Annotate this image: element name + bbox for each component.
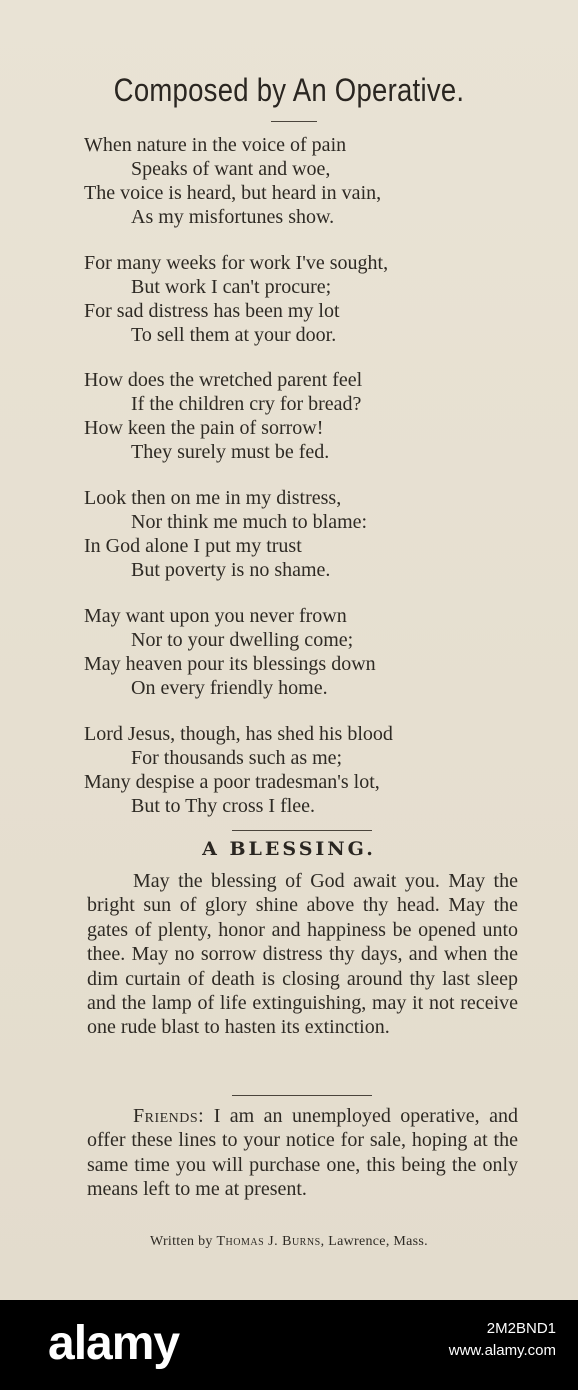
verse-line: The voice is heard, but heard in vain, — [84, 182, 382, 204]
verse-line: May heaven pour its blessings down — [84, 653, 376, 675]
verse-line: They surely must be fed. — [131, 441, 330, 463]
image-id: 2M2BND1 — [486, 1320, 556, 1337]
appeal-lead: Friends: — [133, 1105, 205, 1127]
verse-line: For thousands such as me; — [131, 747, 343, 769]
blessing-paragraph: May the blessing of God await you. May the bright sun of glory shine above thy head. May the gates of plenty, honor and happiness be opened unto thee. May no sorrow distress thy days, and when the dim curtain of death is closing around thy last sleep and the lamp of life extinguishing, may it not receive one rude blast to hasten its extinction. — [87, 870, 518, 1039]
author-credit: Written by Thomas J. Burns, Lawrence, Mass. — [150, 1234, 428, 1249]
image-reference — [449, 1318, 556, 1362]
blessing-heading: A BLESSING. — [202, 838, 376, 860]
verse-line: For many weeks for work I've sought, — [84, 252, 389, 274]
alamy-logo: alamy — [48, 1317, 180, 1370]
verse-line: On every friendly home. — [131, 677, 328, 699]
stanza — [84, 722, 538, 818]
appeal-paragraph — [87, 1104, 518, 1202]
verse-line: How keen the pain of sorrow! — [84, 417, 324, 439]
verse-line: Speaks of want and woe, — [131, 158, 331, 180]
verse-line: Look then on me in my distress, — [84, 487, 342, 509]
appeal-text: I am an unemployed operative, and offer these lines to your notice for sale, hoping at the same time you will purchase one, this being the only means left to me at present. — [87, 1105, 518, 1201]
site-link[interactable]: www.alamy.com — [448, 1342, 556, 1359]
section-divider — [232, 1095, 372, 1096]
poem-title: Composed by An Operative. — [113, 72, 465, 108]
verse-line: May want upon you never frown — [84, 605, 347, 627]
verse-line: When nature in the voice of pain — [84, 134, 347, 156]
verse-line: As my misfortunes show. — [131, 206, 335, 228]
verse-line: Many despise a poor tradesman's lot, — [84, 771, 380, 793]
stanza — [84, 251, 538, 347]
verse-line: But to Thy cross I flee. — [131, 795, 316, 817]
author-name: Thomas J. Burns — [216, 1234, 321, 1249]
stanza — [84, 604, 538, 700]
verse-line: Nor to your dwelling come; — [131, 629, 354, 651]
verse-line: To sell them at your door. — [131, 324, 337, 346]
verse-line: Lord Jesus, though, has shed his blood — [84, 723, 393, 745]
stanza — [84, 133, 538, 229]
verse-line: For sad distress has been my lot — [84, 300, 340, 322]
verse-line: Nor think me much to blame: — [131, 511, 368, 533]
stanza — [84, 368, 538, 464]
section-divider — [232, 830, 372, 831]
title-divider — [271, 121, 317, 122]
stanza — [84, 486, 538, 582]
verse-line: But poverty is no shame. — [131, 559, 331, 581]
verse-line: How does the wretched parent feel — [84, 369, 363, 391]
verse-line: If the children cry for bread? — [131, 393, 362, 415]
verse-line: In God alone I put my trust — [84, 535, 302, 557]
verse-line: But work I can't procure; — [131, 276, 332, 298]
